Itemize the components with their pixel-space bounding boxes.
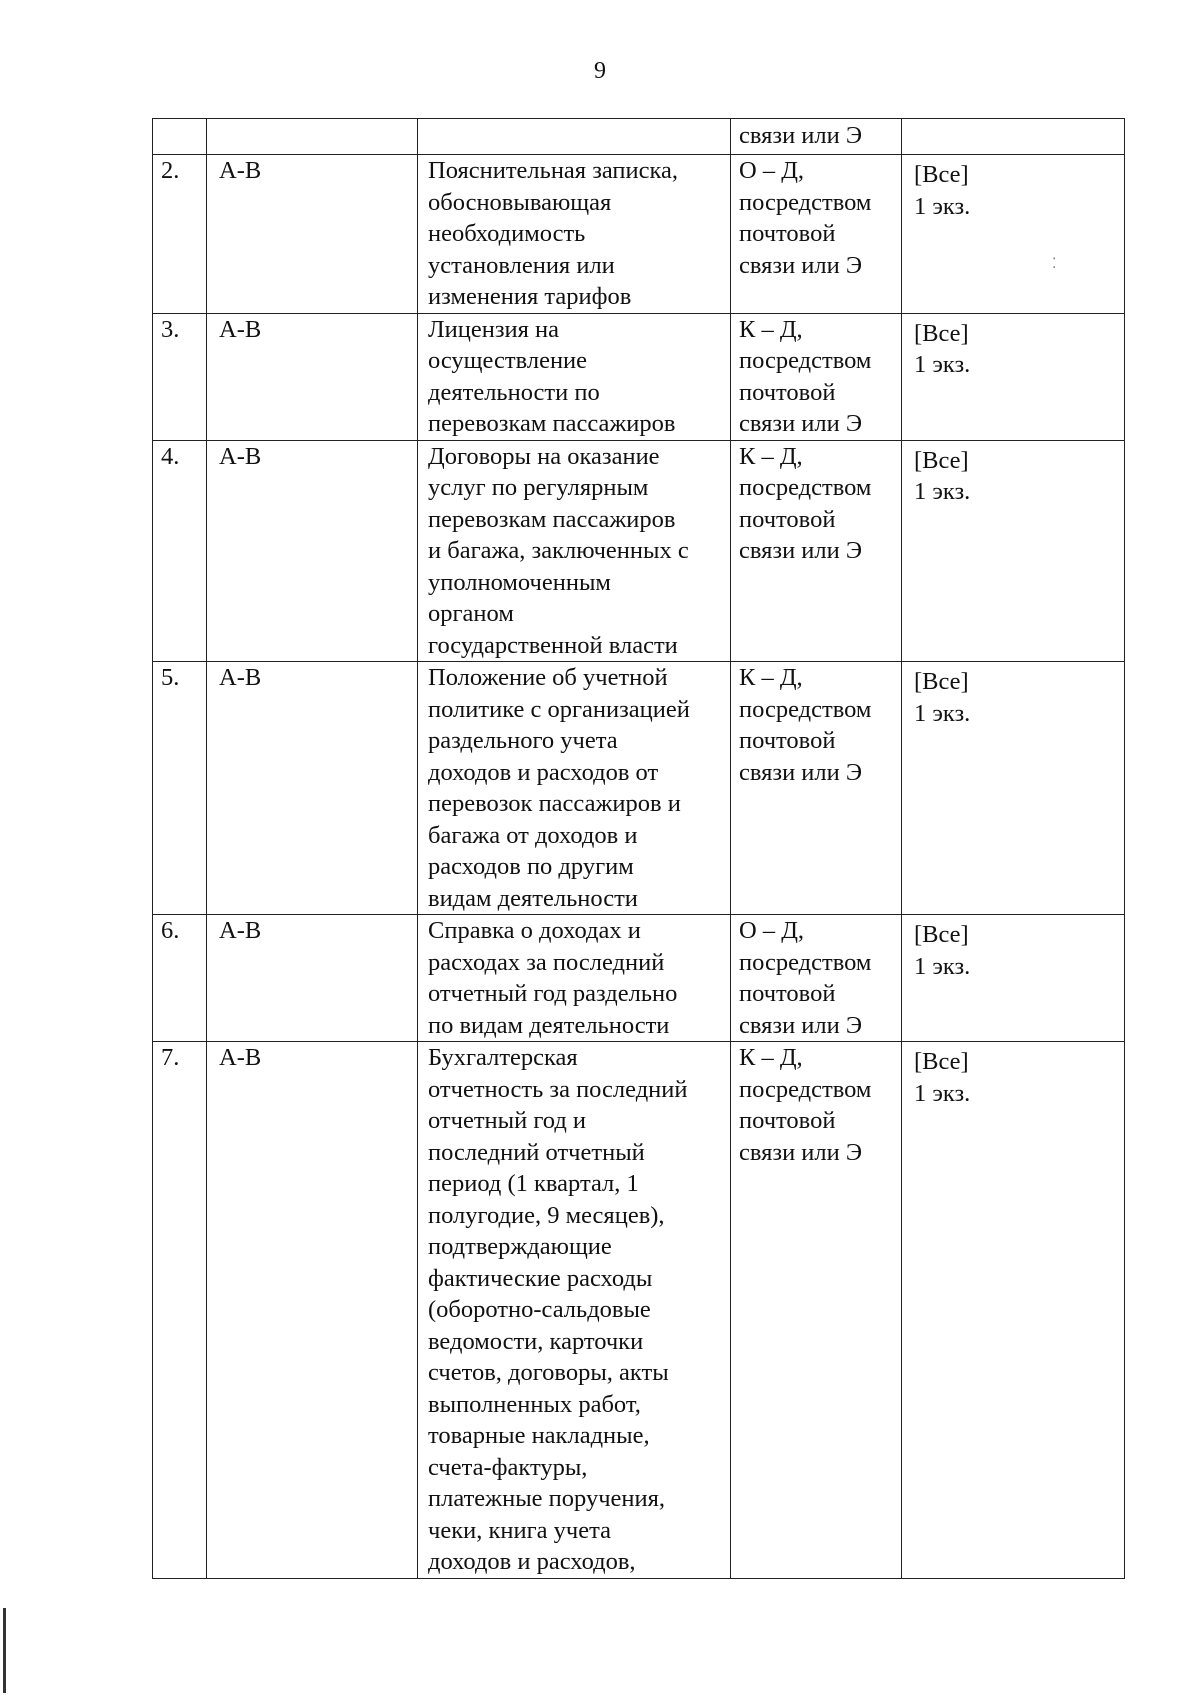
method-line: почтовой — [739, 1107, 836, 1134]
cell-code: А-В — [207, 440, 418, 662]
description-line: осуществление — [428, 347, 588, 374]
description-line: видам деятельности — [428, 884, 638, 912]
table-row — [153, 313, 1125, 440]
copies-line: [Все] — [914, 319, 969, 347]
cell-method — [731, 313, 902, 440]
cell-description — [418, 119, 731, 155]
cell-code: А-В — [207, 915, 418, 1042]
description-line: отчетный год раздельно — [428, 980, 678, 1007]
description-line: счетов, договоры, акты — [428, 1359, 669, 1386]
cell-number: 5. — [153, 662, 207, 915]
table-row — [153, 155, 1125, 314]
cell-method — [731, 119, 902, 155]
cell-description — [418, 440, 731, 662]
description-line: Лицензия на — [428, 315, 559, 343]
description-line: период (1 квартал, 1 — [428, 1170, 639, 1197]
description-line: отчетный год и — [428, 1107, 587, 1134]
method-line: К – Д, — [739, 315, 803, 343]
method-line: связи или Э — [739, 1011, 863, 1039]
cell-description — [418, 915, 731, 1042]
cell-copies — [902, 119, 1125, 155]
copies-line: 1 экз. — [914, 351, 971, 378]
cell-method — [731, 155, 902, 314]
method-line: связи или Э — [739, 410, 863, 437]
description-line: органом — [428, 600, 514, 627]
description-line: необходимость — [428, 220, 586, 247]
description-line: последний отчетный — [428, 1138, 645, 1166]
description-line: государственной власти — [428, 631, 678, 659]
method-line: почтовой — [739, 378, 836, 406]
cell-method — [731, 440, 902, 662]
method-line: связи или Э — [739, 537, 863, 564]
method-line: посредством — [739, 1075, 872, 1103]
description-line: счета-фактуры, — [428, 1453, 588, 1481]
copies-line: [Все] — [914, 446, 969, 474]
copies-line: [Все] — [914, 161, 969, 188]
copies-line: [Все] — [914, 921, 969, 948]
method-line: посредством — [739, 347, 872, 374]
copies-line: 1 экз. — [914, 192, 971, 220]
cell-code: А-В — [207, 662, 418, 915]
description-line: деятельности по — [428, 378, 600, 406]
method-line: посредством — [739, 695, 872, 723]
description-line: перевозкам пассажиров — [428, 410, 676, 437]
table-body — [153, 119, 1125, 1579]
cell-method — [731, 1042, 902, 1579]
cell-description — [418, 662, 731, 915]
cell-description — [418, 1042, 731, 1579]
cell-number: 4. — [153, 440, 207, 662]
cell-code: А-В — [207, 313, 418, 440]
method-line: связи или Э — [739, 122, 863, 149]
description-line: политике с организацией — [428, 695, 690, 723]
method-line: почтовой — [739, 727, 836, 754]
method-line: связи или Э — [739, 758, 863, 786]
scan-edge-mark — [3, 1608, 6, 1693]
description-line: расходах за последний — [428, 948, 665, 976]
cell-number: 6. — [153, 915, 207, 1042]
method-line: посредством — [739, 188, 872, 216]
method-line: почтовой — [739, 980, 836, 1007]
documents-table — [152, 118, 1125, 1579]
table-row-continuation — [153, 119, 1125, 155]
method-line: почтовой — [739, 220, 836, 247]
table-row — [153, 915, 1125, 1042]
scan-speck: ⁚ — [1052, 256, 1057, 272]
method-line: посредством — [739, 948, 872, 976]
method-line: связи или Э — [739, 251, 863, 279]
description-line: изменения тарифов — [428, 283, 632, 310]
copies-line: 1 экз. — [914, 1079, 971, 1107]
method-line: почтовой — [739, 505, 836, 533]
cell-description — [418, 155, 731, 314]
description-line: платежные поручения, — [428, 1485, 666, 1512]
description-line: подтверждающие — [428, 1233, 612, 1260]
table-row — [153, 440, 1125, 662]
description-line: отчетность за последний — [428, 1075, 688, 1103]
description-line: (оборотно-сальдовые — [428, 1296, 651, 1323]
method-line: К – Д, — [739, 442, 803, 470]
description-line: доходов и расходов, — [428, 1548, 636, 1575]
copies-line: [Все] — [914, 1048, 969, 1075]
cell-copies — [902, 1042, 1125, 1579]
description-line: и багажа, заключенных с — [428, 537, 689, 564]
cell-copies — [902, 155, 1125, 314]
cell-code — [207, 119, 418, 155]
description-line: чеки, книга учета — [428, 1516, 611, 1544]
copies-line: 1 экз. — [914, 952, 971, 980]
copies-line: 1 экз. — [914, 699, 971, 727]
description-line: доходов и расходов от — [428, 758, 659, 786]
method-line: К – Д, — [739, 1044, 803, 1071]
description-line: багажа от доходов и — [428, 821, 638, 849]
description-line: фактические расходы — [428, 1264, 653, 1292]
method-line: О – Д, — [739, 157, 805, 184]
description-line: расходов по другим — [428, 853, 634, 880]
description-line: по видам деятельности — [428, 1011, 670, 1039]
cell-copies — [902, 440, 1125, 662]
description-line: установления или — [428, 251, 615, 279]
cell-copies — [902, 313, 1125, 440]
description-line: Договоры на оказание — [428, 442, 660, 470]
description-line: раздельного учета — [428, 727, 618, 754]
description-line: Положение об учетной — [428, 664, 668, 691]
cell-number: 2. — [153, 155, 207, 314]
description-line: Пояснительная записка, — [428, 157, 679, 184]
cell-number — [153, 119, 207, 155]
cell-copies — [902, 662, 1125, 915]
method-line: связи или Э — [739, 1138, 863, 1166]
description-line: уполномоченным — [428, 568, 611, 596]
cell-description — [418, 313, 731, 440]
copies-line: 1 экз. — [914, 478, 971, 505]
method-line: К – Д, — [739, 664, 803, 691]
cell-method — [731, 662, 902, 915]
description-line: полугодие, 9 месяцев), — [428, 1201, 665, 1229]
table-row — [153, 1042, 1125, 1579]
description-line: выполненных работ, — [428, 1390, 641, 1418]
method-line: посредством — [739, 474, 872, 501]
cell-number: 7. — [153, 1042, 207, 1579]
cell-code: А-В — [207, 1042, 418, 1579]
table-row — [153, 662, 1125, 915]
description-line: товарные накладные, — [428, 1422, 650, 1449]
description-line: услуг по регулярным — [428, 474, 649, 501]
copies-line: [Все] — [914, 668, 969, 695]
description-line: Бухгалтерская — [428, 1044, 578, 1071]
page-number: 9 — [594, 58, 606, 84]
description-line: ведомости, карточки — [428, 1327, 644, 1355]
description-line: Справка о доходах и — [428, 917, 641, 944]
cell-code: А-В — [207, 155, 418, 314]
cell-method — [731, 915, 902, 1042]
cell-number: 3. — [153, 313, 207, 440]
method-line: О – Д, — [739, 917, 805, 944]
description-line: перевозкам пассажиров — [428, 505, 676, 533]
description-line: обосновывающая — [428, 188, 612, 216]
description-line: перевозок пассажиров и — [428, 790, 681, 817]
cell-copies — [902, 915, 1125, 1042]
